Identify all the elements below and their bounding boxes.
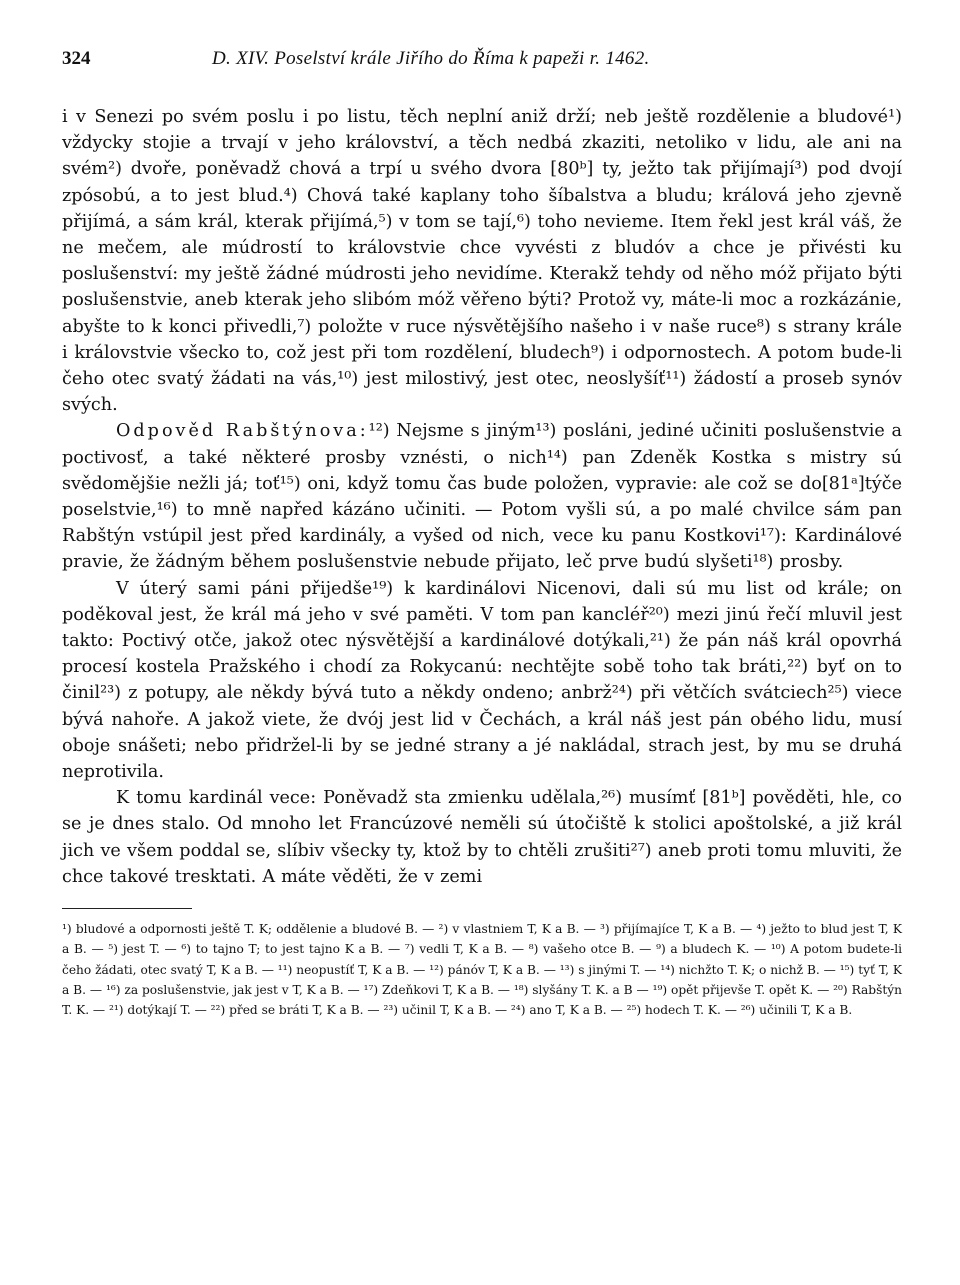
- page: [62, 48, 902, 1020]
- page-number: 324: [62, 48, 91, 69]
- paragraph-2: [62, 418, 902, 575]
- paragraph-1: i v Senezi po svém poslu i po listu, těch neplní aniž drží; neb ještě rozdělenie a bludové¹) vždycky stojie a trvají v jeho království, a těch nedbá zkaziti, netoliko v lidu, ale ani na svém²) dvoře, poněvadž chová a trpí u svého dvora [80ᵇ] ty, ježto tak přijímají³) pod dvojí zpósobú, a to jest blud.⁴) Chová také kaplany toho šíbalstva a bludu; králová jeho zjevně přijímá, a sám král, kterak přijímá,⁵) v tom se tají,⁶) toho nevieme. Item řekl jest král váš, že ne mečem, ale múdrostí to královstvie chce vyvésti z bludóv a chce je přivésti ku poslušenství: my ještě žádné múdrosti jeho nevidíme. Kterakž tehdy od něho móž přijato býti poslušenstvie, aneb kterak jeho slibóm móž věřeno býti? Protož vy, máte-li moc a rozkázánie, abyšte to k konci přivedli,⁷) položte v ruce nýsvětějšího našeho i v naše ruce⁸) s strany krále i královstvie všecko to, což jest při tom rozdělení, bludech⁹) i odpornostech. A potom bude-li čeho otec svatý žádati na vás,¹⁰) jest milostivý, jest otec, neoslyšíť¹¹) žádostí a proseb synóv svých.: [62, 107, 902, 416]
- footnotes: [62, 919, 902, 1020]
- running-title: D. XIV. Poselství krále Jiřího do Říma k papeži r. 1462.: [212, 48, 650, 69]
- paragraph-2-text: Nejsme s jiným¹³) posláni, jediné učiniti poslušenstvie a poctivosť, a také některé prosby vznésti, o nich¹⁴) pan Zdeněk Kostka s mistry sú svědomějšie nežli já; toť¹⁵) oni, když tomu čas bude položen, vypravie: ale což se do[81ᵃ]týče poselstvie,¹⁶) to mně napřed kázáno učiniti. — Potom vyšli sú, a po malé chvilce sám pan Rabštýn vstúpil jest před kardinály, a vyšed od nich, vece ku panu Kostkovi¹⁷): Kardinálové pravie, že žádným během poslušenstvie nebude přijato, leč prve budú slyšeti¹⁸) prosby.: [62, 421, 902, 573]
- paragraph-3: V úterý sami páni přijedše¹⁹) k kardinálovi Nicenovi, dali sú mu list od krále; on poděkoval jest, že král má jeho v své paměti. V tom pan kancléř²⁰) mezi jinú řečí mluvil jest takto: Poctivý otče, jakož otec nýsvětější a kardinálové dotýkali,²¹) že pán náš král opovrhá procesí kostela Pražského i chodí za Rokycanú: nechtějte sobě toho tak bráti,²²) byť on to činil²³) z potupy, ale někdy bývá tuto a někdy ondeno; anbrž²⁴) při větčích svátciech²⁵) viece bývá nahoře. A jakož viete, že dvój jest lid v Čechách, a král náš jest pán obého lidu, musí oboje snášeti; nebo přidržel-li by se jedné strany a jé nakládal, strach jest, by mu se druhá neprotivila.: [62, 578, 902, 783]
- page-header: [62, 48, 902, 78]
- footnote-divider: [62, 908, 192, 909]
- paragraph-4: K tomu kardinál vece: Poněvadž sta zmienku udělala,²⁶) musímť [81ᵇ] pověděti, hle, co se je dnes stalo. Od mnoho let Francúzové neměli sú útočiště k stolici apoštolské, a již král jich ve všem poddal se, slíbiv všecky ty, ktož by to chtěli zrušiti²⁷) aneb proti tomu mluviti, že chce takové tresktati. A máte věděti, že v zemi: [62, 788, 902, 887]
- footnote-text: ¹) bludové a odpornosti ještě T. K; oddělenie a bludové B. — ²) v vlastniem T, K a B. — ³) přijímajíce T, K a B. — ⁴) ježto to blud jest T, K a B. — ⁵) jest T. — ⁶) to tajno T; to jest tajno K a B. — ⁷) vedli T, K a B. — ⁸) vašeho otce B. — ⁹) a bludech K. — ¹⁰) A potom budete-li čeho žádati, otec svatý T, K a B. — ¹¹) neopustíť T, K a B. — ¹²) pánóv T, K a B. — ¹³) s jinými T. — ¹⁴) nichžto T. K; o nichž B. — ¹⁵) tyť T, K a B. — ¹⁶) za poslušenstvie, jak jest v T, K a B. — ¹⁷) Zdeňkovi T, K a B. — ¹⁸) slyšány T. K. a B — ¹⁹) opět přijevše T. opět K. — ²⁰) Rabštýn T. K. — ²¹) dotýkají T. — ²²) před se bráti T, K a B. — ²³) učinil T, K a B. — ²⁴) ano T, K a B. — ²⁵) hodech T. K. — ²⁶) učinili T, K a B.: [62, 922, 902, 1017]
- speaker-footnote-mark: ¹²): [368, 421, 390, 442]
- main-text: [62, 104, 902, 890]
- speaker-label: Odpověd Rabštýnova:: [116, 421, 369, 442]
